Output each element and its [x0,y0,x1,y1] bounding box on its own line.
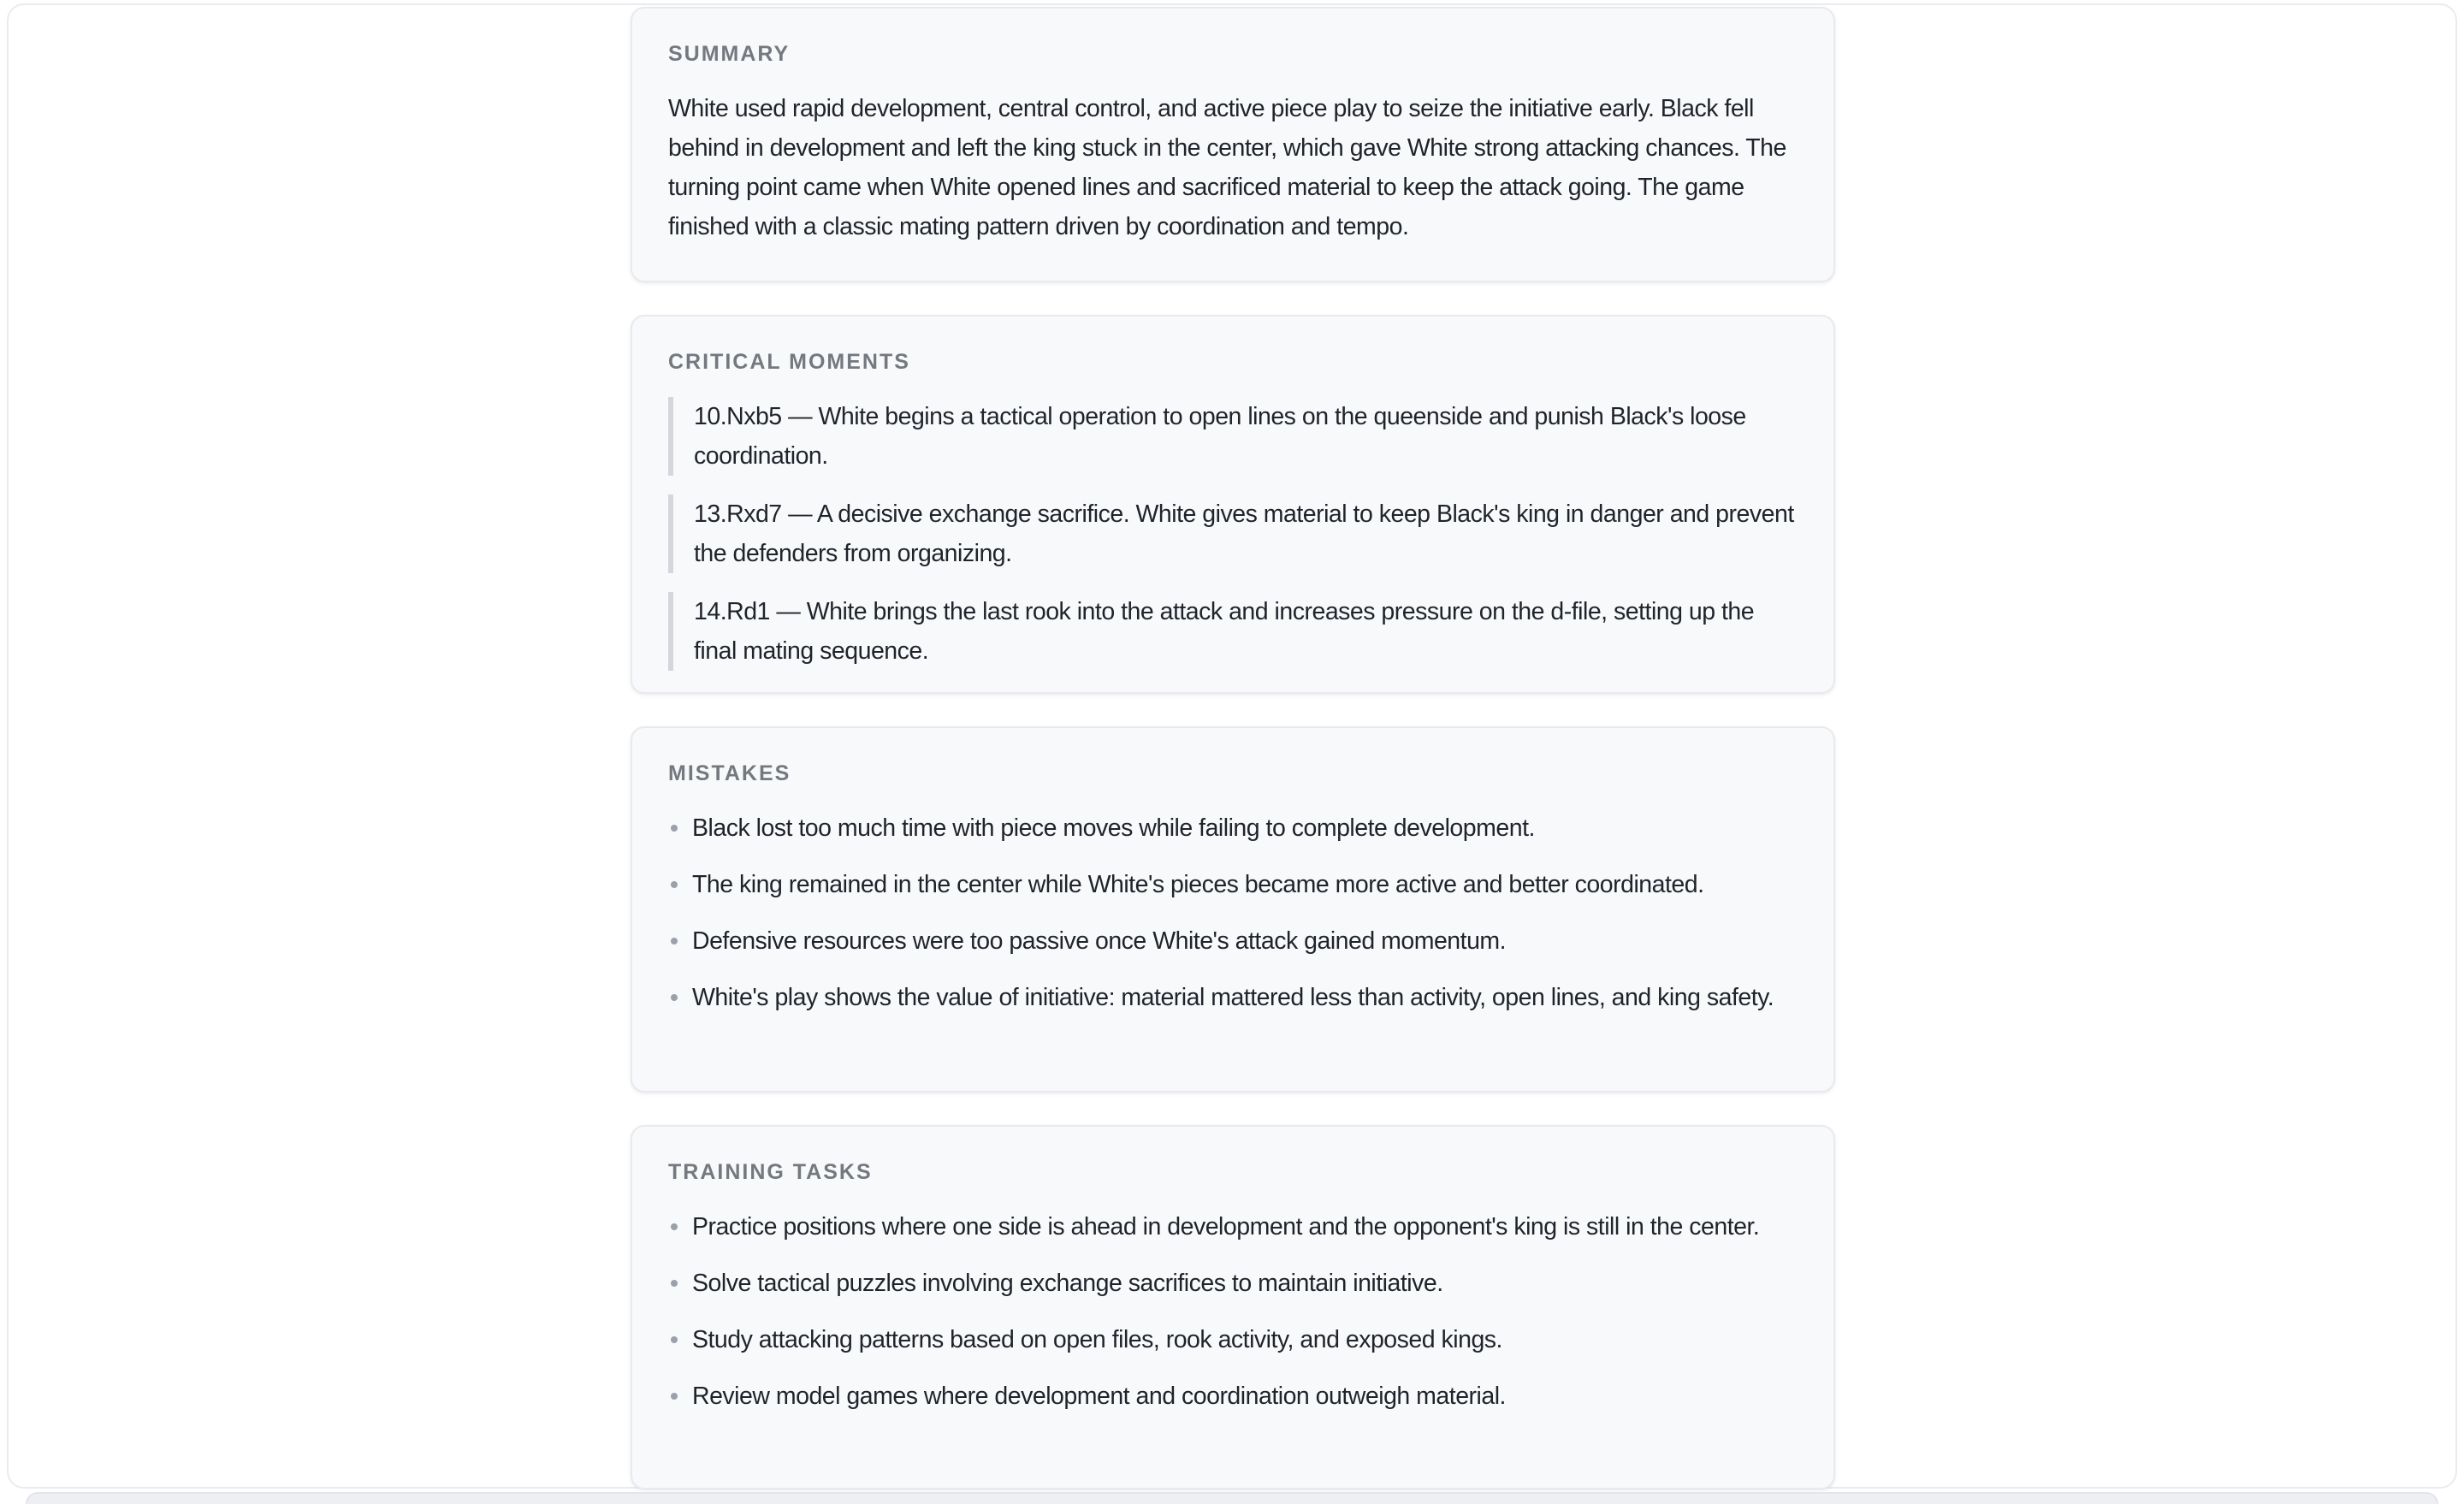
bullet-list [668,1207,1796,1416]
bullet-item: Review model games where development and coordination outweigh material. [668,1377,1796,1416]
bullet-item: Black lost too much time with piece moves while failing to complete development. [668,808,1796,848]
bullet-list [668,808,1796,1017]
critical-moment-quote: 10.Nxb5 — White begins a tactical operation to open lines on the queenside and punish Black's loose coordination. [668,397,1796,476]
card-body [668,89,1796,246]
card-title: TRAINING TASKS [668,1160,873,1184]
bullet-item: Study attacking patterns based on open files, rook activity, and exposed kings. [668,1320,1796,1359]
card-body [668,1207,1796,1416]
bullet-item: The king remained in the center while White's pieces became more active and better coordinated. [668,865,1796,904]
report-card-training-tasks [631,1125,1835,1489]
card-title: SUMMARY [668,42,791,66]
critical-moment-quote: 14.Rd1 — White brings the last rook into the attack and increases pressure on the d-file, setting up the final mating sequence. [668,592,1796,671]
bullet-item: Practice positions where one side is ahead in development and the opponent's king is still in the center. [668,1207,1796,1246]
bullet-item: Solve tactical puzzles involving exchange sacrifices to maintain initiative. [668,1264,1796,1303]
card-title: CRITICAL MOMENTS [668,350,910,374]
report-card-summary [631,7,1835,282]
report-card-critical-moments [631,315,1835,694]
card-title: MISTAKES [668,761,791,785]
card-body [668,397,1796,671]
card-body [668,808,1796,1017]
bullet-item: White's play shows the value of initiative: material mattered less than activity, open lines, and king safety. [668,978,1796,1017]
critical-moment-quote: 13.Rxd7 — A decisive exchange sacrifice. White gives material to keep Black's king in danger and prevent the defenders from organizing. [668,494,1796,573]
bullet-item: Defensive resources were too passive once White's attack gained momentum. [668,921,1796,961]
summary-paragraph: White used rapid development, central control, and active piece play to seize the initiative early. Black fell behind in development and left the king stuck in the center, which gave White strong attacking chances. The turning point came when White opened lines and sacrificed material to keep the attack going. The game finished with a classic mating pattern driven by coordination and tempo. [668,95,1786,240]
game-analysis-report [631,7,1835,1489]
report-card-mistakes [631,726,1835,1092]
next-section-top-edge [26,1492,2438,1504]
